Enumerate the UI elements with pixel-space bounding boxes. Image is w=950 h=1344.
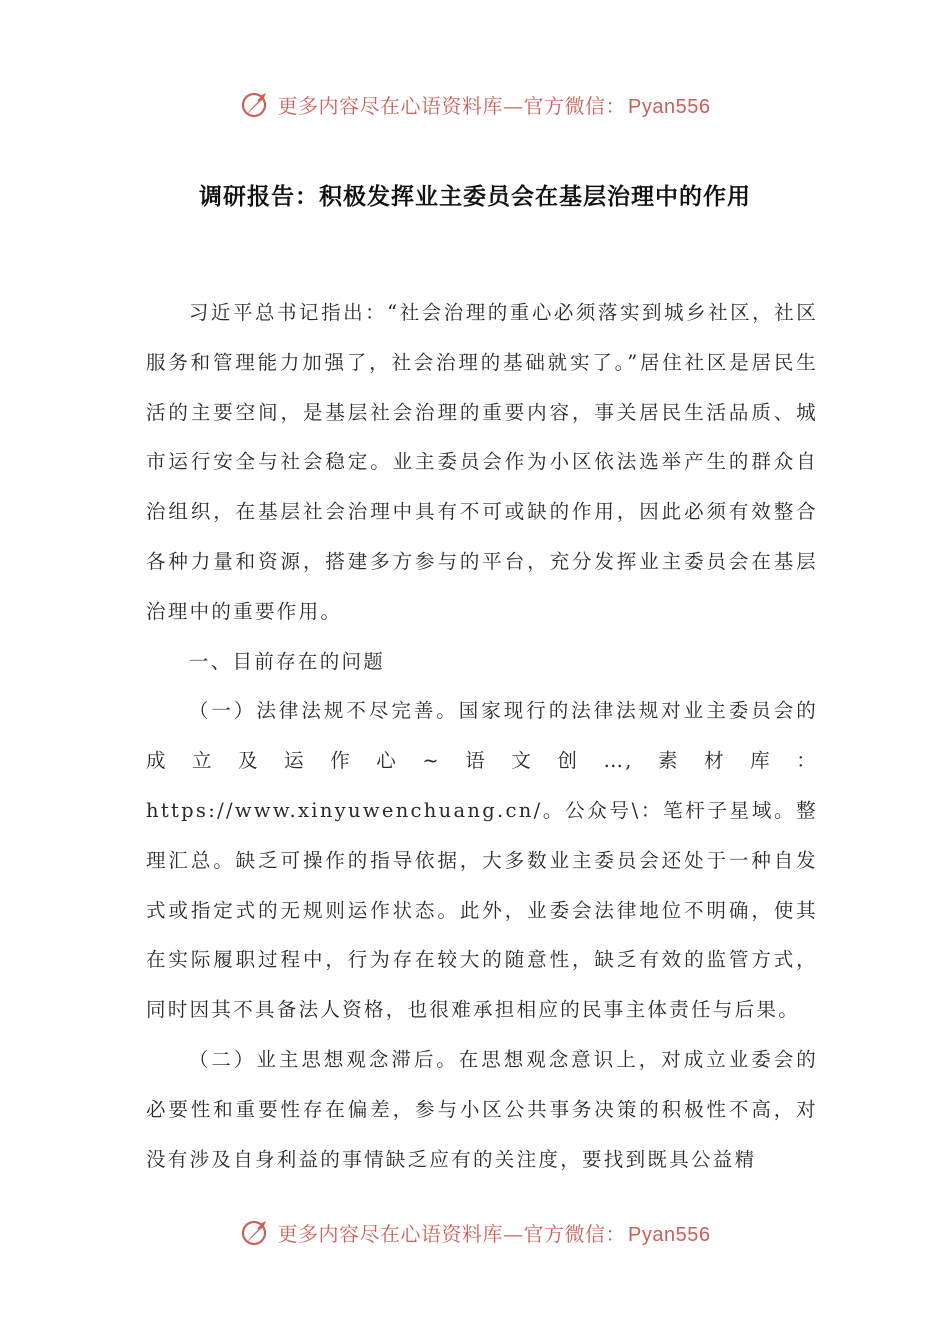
document-title: 调研报告：积极发挥业主委员会在基层治理中的作用	[199, 184, 751, 210]
header-watermark-banner	[0, 84, 950, 124]
banner-text	[278, 1218, 711, 1247]
banner-text-cn: 更多内容尽在心语资料库—官方微信：	[277, 93, 627, 118]
paragraph-issue-1: （一）法律法规不尽完善。国家现行的法律法规对业主委员会的成立及运作心~语文创…,素材库：https://www.xinyuwenchuang.cn/。公众号\：笔杆子星域。整理汇总。缺乏可操作的指导依据，大多数业主委员会还处于一种自发式或指定式的无规则运作状态。此外，业委会法律地位不明确，使其在实际履职过程中，行为存在较大的随意性，缺乏有效的监管方式，同时因其不具备法人资格，也很难承担相应的民事主体责任与后果。	[146, 699, 818, 1022]
footer-watermark-banner	[0, 1212, 950, 1252]
banner-wechat-id: Pyan556	[628, 95, 711, 118]
banner-wechat-id: Pyan556	[628, 1223, 711, 1246]
banner-text	[278, 90, 711, 119]
section-heading: 一、目前存在的问题	[188, 649, 386, 673]
quill-pen-logo-icon	[240, 89, 270, 119]
quill-pen-logo-icon	[240, 1217, 270, 1247]
document-body	[146, 288, 818, 1184]
paragraph-intro: 习近平总书记指出：“社会治理的重心必须落实到城乡社区，社区服务和管理能力加强了，社会治理的基础就实了。”居住社区是居民生活的主要空间，是基层社会治理的重要内容，事关居民生活品质、城市运行安全与社会稳定。业主委员会作为小区依法选举产生的群众自治组织，在基层社会治理中具有不可或缺的作用，因此必须有效整合各种力量和资源，搭建多方参与的平台，充分发挥业主委员会在基层治理中的重要作用。	[146, 301, 818, 623]
paragraph-issue-2: （二）业主思想观念滞后。在思想观念意识上，对成立业委会的必要性和重要性存在偏差，参与小区公共事务决策的积极性不高，对没有涉及自身利益的事情缺乏应有的关注度，要找到既具公益精	[146, 1047, 818, 1171]
banner-text-cn: 更多内容尽在心语资料库—官方微信：	[277, 1221, 627, 1246]
